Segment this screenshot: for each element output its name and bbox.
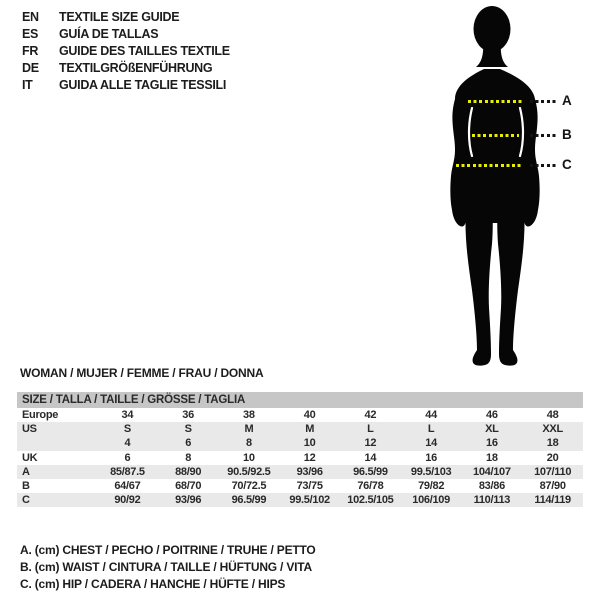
value-cell: 90.5/92.5: [227, 465, 271, 478]
value-cell: 18: [486, 451, 498, 464]
table-row-line: [17, 436, 583, 450]
language-code: IT: [22, 77, 33, 92]
value-cell: 99.5/103: [410, 465, 452, 478]
language-code: EN: [22, 10, 39, 25]
marker-body-dots: [472, 134, 519, 137]
marker-label: C: [562, 157, 572, 172]
value-cell: M: [244, 423, 254, 436]
row-label-cell: Europe: [22, 409, 59, 422]
gender-heading: WOMAN / MUJER / FEMME / FRAU / DONNA: [20, 366, 264, 380]
value-cell: 4: [124, 437, 131, 450]
woman-silhouette: [447, 4, 551, 368]
table-row: [17, 451, 583, 465]
row-label-cell: C: [22, 494, 30, 507]
language-label: GUÍA DE TALLAS: [59, 27, 159, 42]
legend-row: C. (cm) HIP / CADERA / HANCHE / HÜFTE / HIPS: [20, 577, 286, 591]
value-cell: 44: [425, 409, 437, 422]
value-cell: 16: [425, 451, 437, 464]
value-cell: 42: [364, 409, 377, 422]
value-cell: 96.5/99: [231, 494, 267, 507]
language-code: DE: [22, 60, 39, 75]
value-cell: 10: [303, 437, 316, 450]
value-cell: 36: [182, 409, 194, 422]
value-cell: 110/113: [473, 494, 511, 507]
legend-row: B. (cm) WAIST / CINTURA / TAILLE / HÜFTUNG / VITA: [20, 560, 312, 574]
marker-body-dots: [468, 100, 523, 103]
table-row: [17, 479, 583, 493]
marker-extension-dots: [530, 164, 558, 167]
row-label-cell: [17, 436, 97, 450]
marker-extension-dots: [530, 100, 558, 103]
value-cell: 10: [243, 451, 255, 464]
value-cell: XL: [485, 423, 499, 436]
value-cell: 68/70: [175, 480, 202, 493]
value-cell: 104/107: [473, 465, 511, 478]
table-row-line: [17, 422, 583, 436]
value-cell: XXL: [542, 423, 563, 436]
value-cell: 12: [364, 437, 377, 450]
row-label-cell: B: [22, 480, 30, 493]
value-cell: 48: [546, 409, 559, 422]
value-cell: 114/119: [534, 494, 571, 507]
value-cell: 8: [185, 451, 192, 464]
value-cell: 14: [425, 437, 437, 450]
row-label-cell: US: [22, 423, 37, 436]
language-code: FR: [22, 43, 39, 58]
value-cell: L: [367, 423, 374, 436]
size-table-header: SIZE / TALLA / TAILLE / GRÖSSE / TAGLIA: [17, 392, 583, 408]
value-cell: 6: [124, 451, 131, 464]
table-row-line: [17, 493, 583, 507]
value-cell: 93/96: [296, 465, 323, 478]
row-label-cell: UK: [22, 451, 38, 464]
value-cell: 6: [185, 437, 192, 450]
language-label: TEXTILGRÖßENFÜHRUNG: [59, 60, 213, 75]
marker-label: B: [562, 127, 572, 142]
value-cell: 107/110: [534, 465, 572, 478]
value-cell: 83/86: [478, 480, 505, 493]
value-cell: 87/90: [539, 480, 566, 493]
value-cell: 16: [486, 437, 498, 450]
language-label: GUIDE DES TAILLES TEXTILE: [59, 43, 230, 58]
table-row-line: [17, 465, 583, 479]
value-cell: 34: [121, 409, 134, 422]
value-cell: 40: [303, 409, 316, 422]
value-cell: 99.5/102: [289, 494, 330, 507]
table-row-line: [17, 451, 583, 465]
value-cell: 8: [245, 437, 252, 450]
language-label: TEXTILE SIZE GUIDE: [59, 10, 180, 25]
legend-row: A. (cm) CHEST / PECHO / POITRINE / TRUHE / PETTO: [20, 543, 316, 557]
row-label-cell: A: [22, 465, 30, 478]
value-cell: 64/67: [114, 480, 141, 493]
marker-extension-dots: [530, 134, 558, 137]
value-cell: 106/109: [412, 494, 450, 507]
value-cell: 46: [486, 409, 498, 422]
value-cell: L: [427, 423, 435, 436]
value-cell: 90/92: [114, 494, 141, 507]
value-cell: 76/78: [357, 480, 384, 493]
marker-body-dots: [456, 164, 522, 167]
value-cell: S: [123, 423, 131, 436]
value-cell: 20: [546, 451, 559, 464]
value-cell: 18: [546, 437, 559, 450]
value-cell: 14: [364, 451, 377, 464]
table-row: [17, 465, 583, 479]
value-cell: 85/87.5: [110, 465, 145, 478]
value-cell: M: [305, 423, 315, 436]
value-cell: 93/96: [175, 494, 202, 507]
value-cell: 38: [243, 409, 255, 422]
value-cell: 12: [303, 451, 316, 464]
size-table: [17, 392, 583, 507]
value-cell: 73/75: [296, 480, 323, 493]
language-label: GUIDA ALLE TAGLIE TESSILI: [59, 77, 227, 92]
value-cell: S: [184, 423, 192, 436]
marker-label: A: [562, 93, 572, 108]
table-row: [17, 493, 583, 507]
value-cell: 79/82: [418, 480, 445, 493]
table-row-line: [17, 408, 583, 422]
language-code: ES: [22, 27, 39, 42]
table-row: [17, 408, 583, 422]
table-row-line: [17, 479, 583, 493]
value-cell: 102.5/105: [347, 494, 394, 507]
value-cell: 96.5/99: [353, 465, 388, 478]
table-row: [17, 422, 583, 450]
size-table-body: [17, 408, 583, 507]
measurement-legend: [20, 543, 316, 594]
value-cell: 70/72.5: [231, 480, 267, 493]
value-cell: 88/90: [175, 465, 202, 478]
